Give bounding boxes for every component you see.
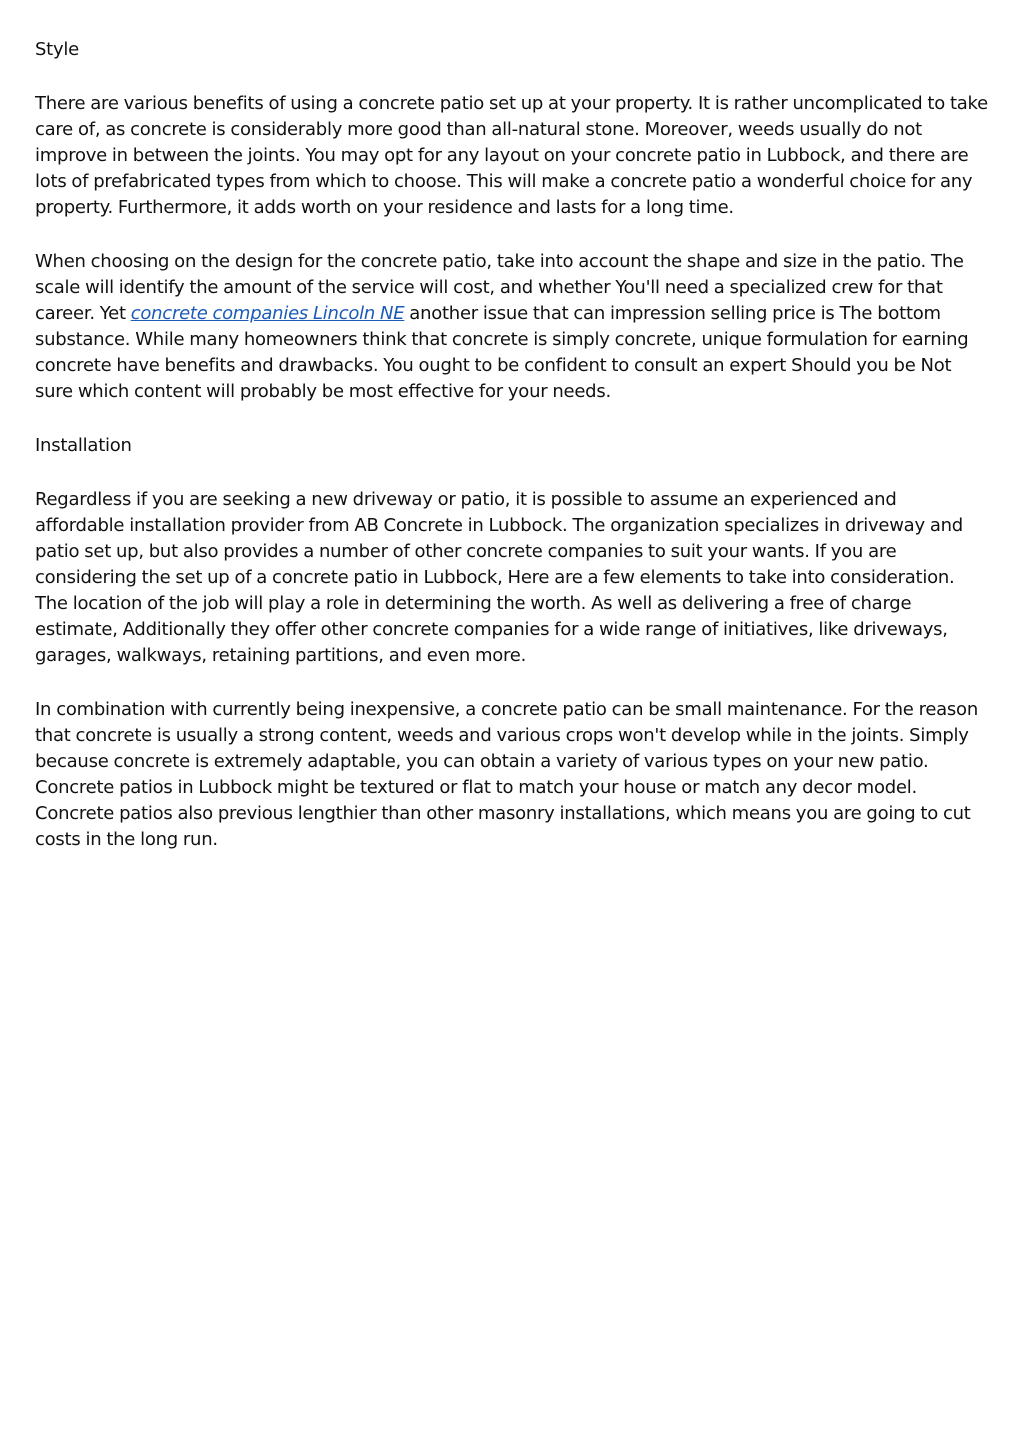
document-body xyxy=(35,37,990,881)
paragraph-design-text-after: another issue that can impression selling price is The bottom substance. While many homeowners think that concrete is simply concrete, unique formulation for earning concrete have benefits and drawbacks. You ought to be confident to consult an expert Should you be Not sure which content will probably be most effective for your needs. xyxy=(35,303,969,402)
paragraph-design xyxy=(35,249,990,405)
paragraph-maintenance: In combination with currently being inexpensive, a concrete patio can be small maintenance. For the reason that concrete is usually a strong content, weeds and various crops won't develop while in the joints. Simply because concrete is extremely adaptable, you can obtain a variety of various types on your new patio. Concrete patios in Lubbock might be textured or flat to match your house or match any decor model. Concrete patios also previous lengthier than other masonry installations, which means you are going to cut costs in the long run. xyxy=(35,699,978,850)
heading-installation: Installation xyxy=(35,435,132,456)
paragraph-installation: Regardless if you are seeking a new driveway or patio, it is possible to assume an experienced and affordable installation provider from AB Concrete in Lubbock. The organization specializes in driveway and patio set up, but also provides a number of other concrete companies to suit your wants. If you are considering the set up of a concrete patio in Lubbock, Here are a few elements to take into consideration. The location of the job will play a role in determining the worth. As well as delivering a free of charge estimate, Additionally they offer other concrete companies for a wide range of initiatives, like driveways, garages, walkways, retaining partitions, and even more. xyxy=(35,489,963,666)
paragraph-benefits: There are various benefits of using a concrete patio set up at your property. It is rather uncomplicated to take care of, as concrete is considerably more good than all-natural stone. Moreover, weeds usually do not improve in between the joints. You may opt for any layout on your concrete patio in Lubbock, and there are lots of prefabricated types from which to choose. This will make a concrete patio a wonderful choice for any property. Furthermore, it adds worth on your residence and lasts for a long time. xyxy=(35,93,988,218)
heading-style: Style xyxy=(35,39,79,60)
paragraph-design-text-before: When choosing on the design for the concrete patio, take into account the shape and size in the patio. The scale will identify the amount of the service will cost, and whether You'll need a specialized crew for that career. Yet xyxy=(35,251,964,324)
concrete-companies-link[interactable]: concrete companies Lincoln NE xyxy=(130,303,405,324)
